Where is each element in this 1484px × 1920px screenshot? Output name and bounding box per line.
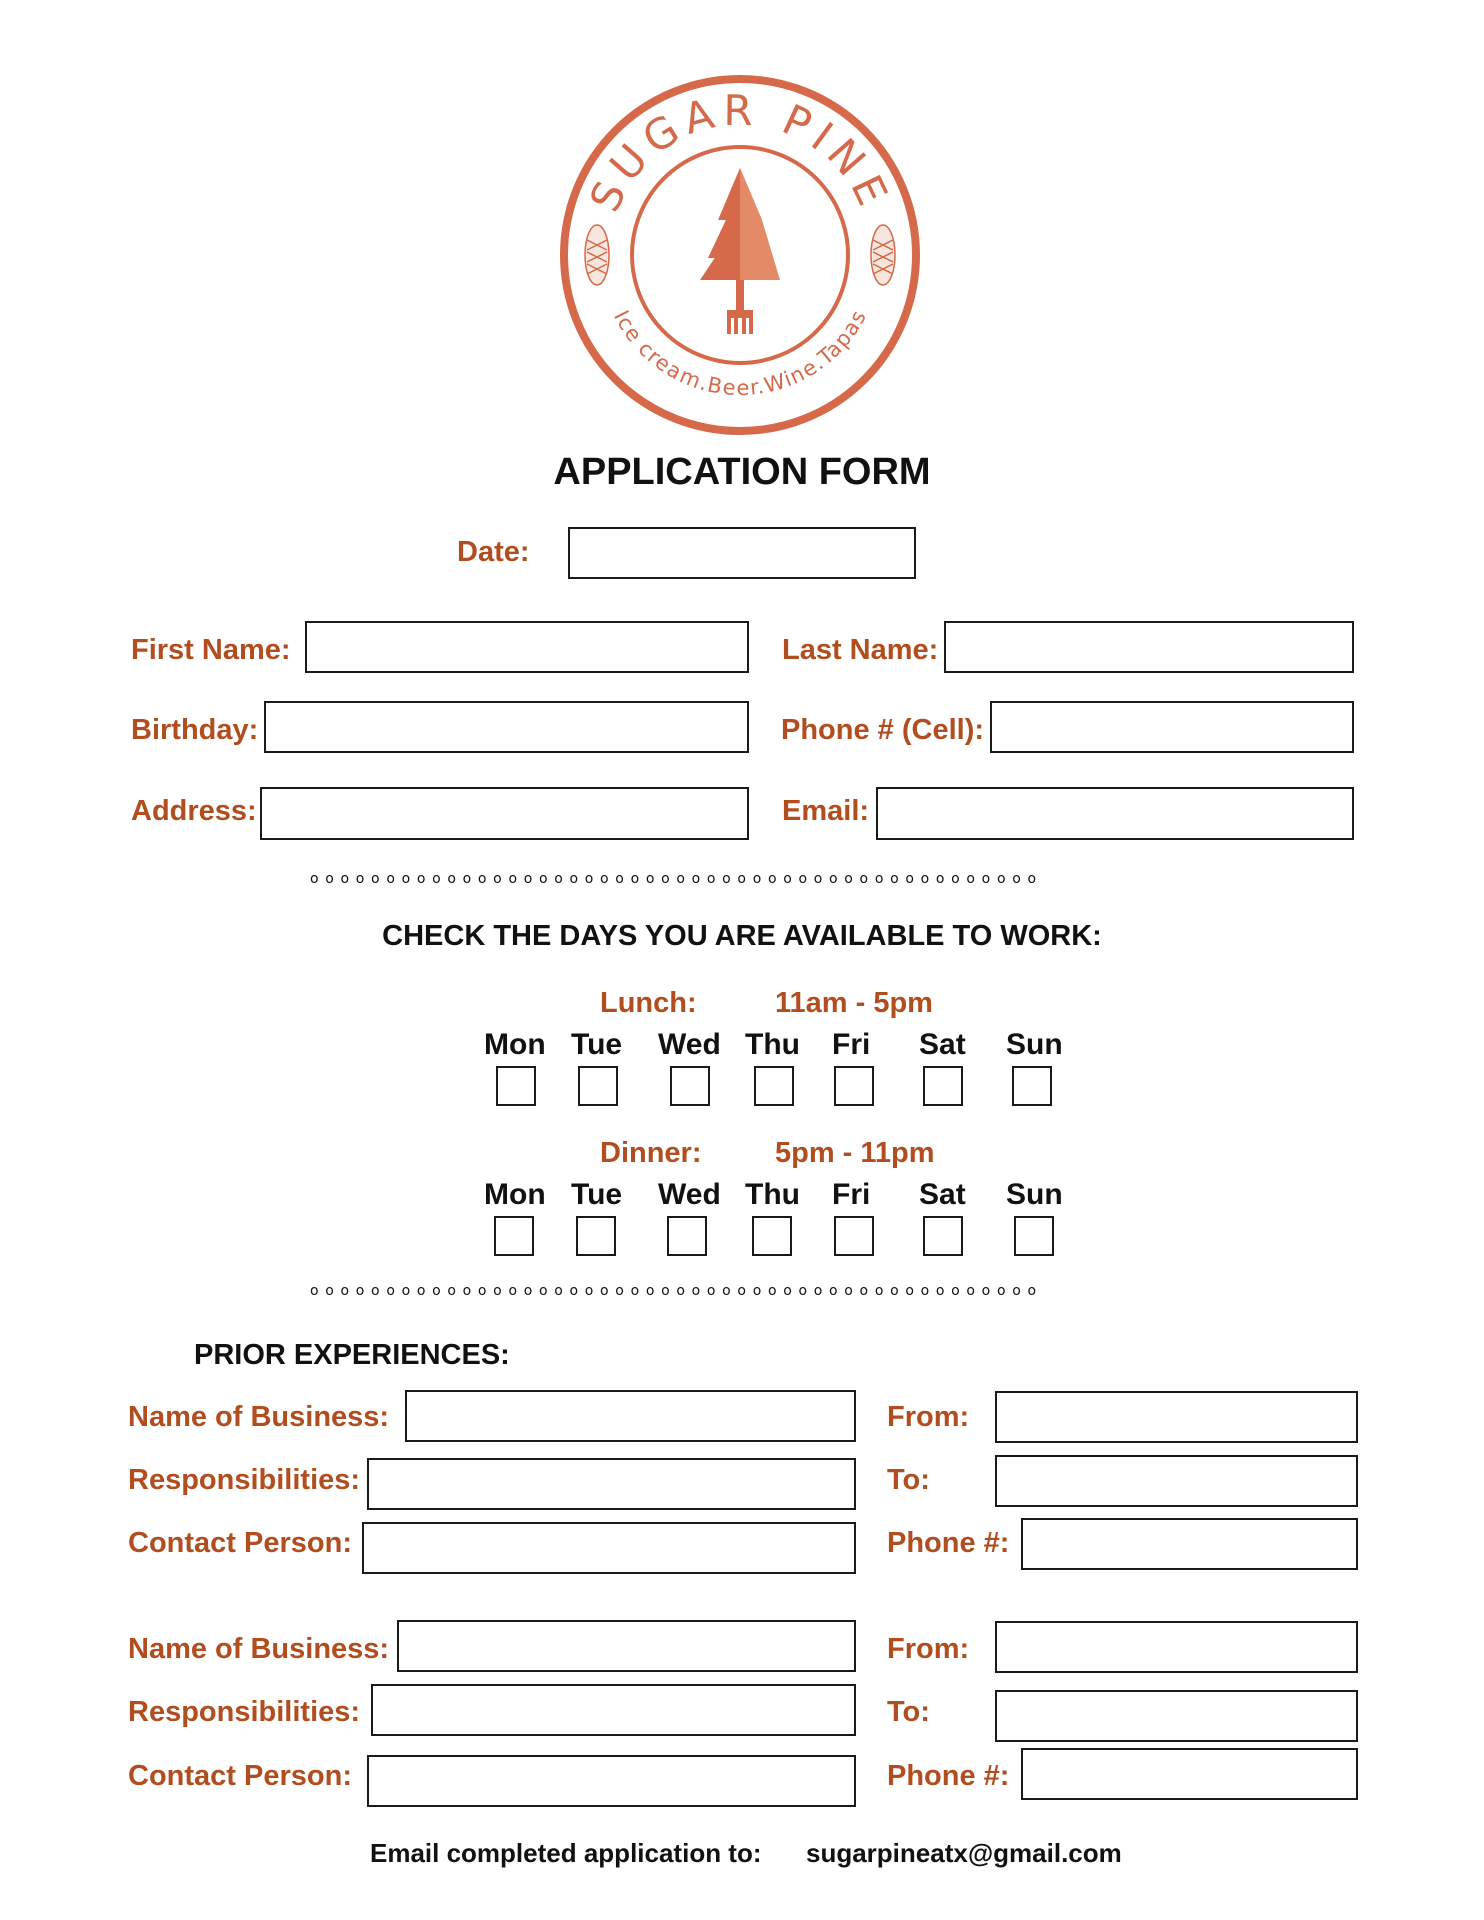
dinner-day-tue: Tue bbox=[571, 1178, 623, 1211]
contact-person-input[interactable] bbox=[367, 1755, 856, 1807]
lunch-day-thu: Thu bbox=[745, 1028, 800, 1061]
footer-instruction: Email completed application to: bbox=[370, 1838, 762, 1868]
dinner-day-mon: Mon bbox=[484, 1178, 546, 1211]
dinner-hours: 5pm - 11pm bbox=[775, 1137, 935, 1169]
business-name-input[interactable] bbox=[397, 1620, 856, 1672]
birthday-label: Birthday: bbox=[131, 714, 259, 746]
experience-heading: PRIOR EXPERIENCES: bbox=[194, 1339, 510, 1371]
page-title: APPLICATION FORM bbox=[553, 451, 931, 493]
contact-person-label: Contact Person: bbox=[128, 1527, 352, 1559]
separator: oooooooooooooooooooooooooooooooooooooooooooooooo bbox=[310, 1283, 1043, 1299]
contact-person-input[interactable] bbox=[362, 1522, 856, 1574]
from-input[interactable] bbox=[995, 1621, 1358, 1673]
responsibilities-input[interactable] bbox=[367, 1458, 856, 1510]
lunch-tue-checkbox[interactable] bbox=[578, 1066, 618, 1106]
lunch-sat-checkbox[interactable] bbox=[923, 1066, 963, 1106]
lunch-day-sun: Sun bbox=[1006, 1028, 1063, 1061]
dinner-day-sat: Sat bbox=[919, 1178, 966, 1211]
pine-cone-icon bbox=[585, 225, 609, 285]
last-name-input[interactable] bbox=[944, 621, 1354, 673]
lunch-hours: 11am - 5pm bbox=[775, 987, 933, 1019]
logo-tagline-text: Ice cream.Beer.Wine.Tapas bbox=[608, 306, 871, 401]
dinner-tue-checkbox[interactable] bbox=[576, 1216, 616, 1256]
dinner-day-wed: Wed bbox=[658, 1178, 721, 1211]
pine-tree-icon bbox=[700, 168, 780, 310]
lunch-day-tue: Tue bbox=[571, 1028, 623, 1061]
contact-phone-input[interactable] bbox=[1021, 1748, 1358, 1800]
date-label: Date: bbox=[457, 536, 530, 568]
fork-icon bbox=[727, 310, 753, 334]
lunch-day-wed: Wed bbox=[658, 1028, 721, 1061]
from-label: From: bbox=[887, 1401, 970, 1433]
dinner-mon-checkbox[interactable] bbox=[494, 1216, 534, 1256]
from-input[interactable] bbox=[995, 1391, 1358, 1443]
to-label: To: bbox=[887, 1464, 930, 1496]
to-label: To: bbox=[887, 1696, 930, 1728]
lunch-fri-checkbox[interactable] bbox=[834, 1066, 874, 1106]
responsibilities-input[interactable] bbox=[371, 1684, 856, 1736]
dinner-wed-checkbox[interactable] bbox=[667, 1216, 707, 1256]
dinner-fri-checkbox[interactable] bbox=[834, 1216, 874, 1256]
business-name-label: Name of Business: bbox=[128, 1633, 390, 1665]
dinner-sun-checkbox[interactable] bbox=[1014, 1216, 1054, 1256]
birthday-input[interactable] bbox=[264, 701, 749, 753]
business-name-label: Name of Business: bbox=[128, 1401, 390, 1433]
email-input[interactable] bbox=[876, 787, 1354, 840]
last-name-label: Last Name: bbox=[782, 634, 939, 666]
pine-cone-icon bbox=[871, 225, 895, 285]
logo-brand-text: SUGAR PINE bbox=[580, 85, 900, 219]
contact-phone-label: Phone #: bbox=[887, 1760, 1010, 1792]
lunch-day-mon: Mon bbox=[484, 1028, 546, 1061]
contact-phone-input[interactable] bbox=[1021, 1518, 1358, 1570]
lunch-day-sat: Sat bbox=[919, 1028, 966, 1061]
dinner-label: Dinner: bbox=[600, 1137, 702, 1169]
responsibilities-label: Responsibilities: bbox=[128, 1464, 361, 1496]
dinner-day-thu: Thu bbox=[745, 1178, 800, 1211]
lunch-thu-checkbox[interactable] bbox=[754, 1066, 794, 1106]
lunch-day-fri: Fri bbox=[832, 1028, 871, 1061]
from-label: From: bbox=[887, 1633, 970, 1665]
lunch-mon-checkbox[interactable] bbox=[496, 1066, 536, 1106]
availability-heading: CHECK THE DAYS YOU ARE AVAILABLE TO WORK: bbox=[382, 920, 1102, 952]
contact-phone-label: Phone #: bbox=[887, 1527, 1010, 1559]
first-name-label: First Name: bbox=[131, 634, 291, 666]
phone-cell-label: Phone # (Cell): bbox=[781, 714, 985, 746]
dinner-day-sun: Sun bbox=[1006, 1178, 1063, 1211]
lunch-label: Lunch: bbox=[600, 987, 697, 1019]
dinner-day-fri: Fri bbox=[832, 1178, 871, 1211]
lunch-wed-checkbox[interactable] bbox=[670, 1066, 710, 1106]
address-label: Address: bbox=[131, 795, 257, 827]
to-input[interactable] bbox=[995, 1690, 1358, 1742]
to-input[interactable] bbox=[995, 1455, 1358, 1507]
dinner-sat-checkbox[interactable] bbox=[923, 1216, 963, 1256]
sugar-pine-logo bbox=[555, 70, 925, 440]
contact-person-label: Contact Person: bbox=[128, 1760, 352, 1792]
business-name-input[interactable] bbox=[405, 1390, 856, 1442]
date-input[interactable] bbox=[568, 527, 916, 579]
responsibilities-label: Responsibilities: bbox=[128, 1696, 361, 1728]
address-input[interactable] bbox=[260, 787, 749, 840]
email-label: Email: bbox=[782, 795, 870, 827]
footer-email: sugarpineatx@gmail.com bbox=[806, 1838, 1122, 1868]
separator: oooooooooooooooooooooooooooooooooooooooooooooooo bbox=[310, 871, 1043, 887]
dinner-thu-checkbox[interactable] bbox=[752, 1216, 792, 1256]
phone-cell-input[interactable] bbox=[990, 701, 1354, 753]
first-name-input[interactable] bbox=[305, 621, 749, 673]
lunch-sun-checkbox[interactable] bbox=[1012, 1066, 1052, 1106]
